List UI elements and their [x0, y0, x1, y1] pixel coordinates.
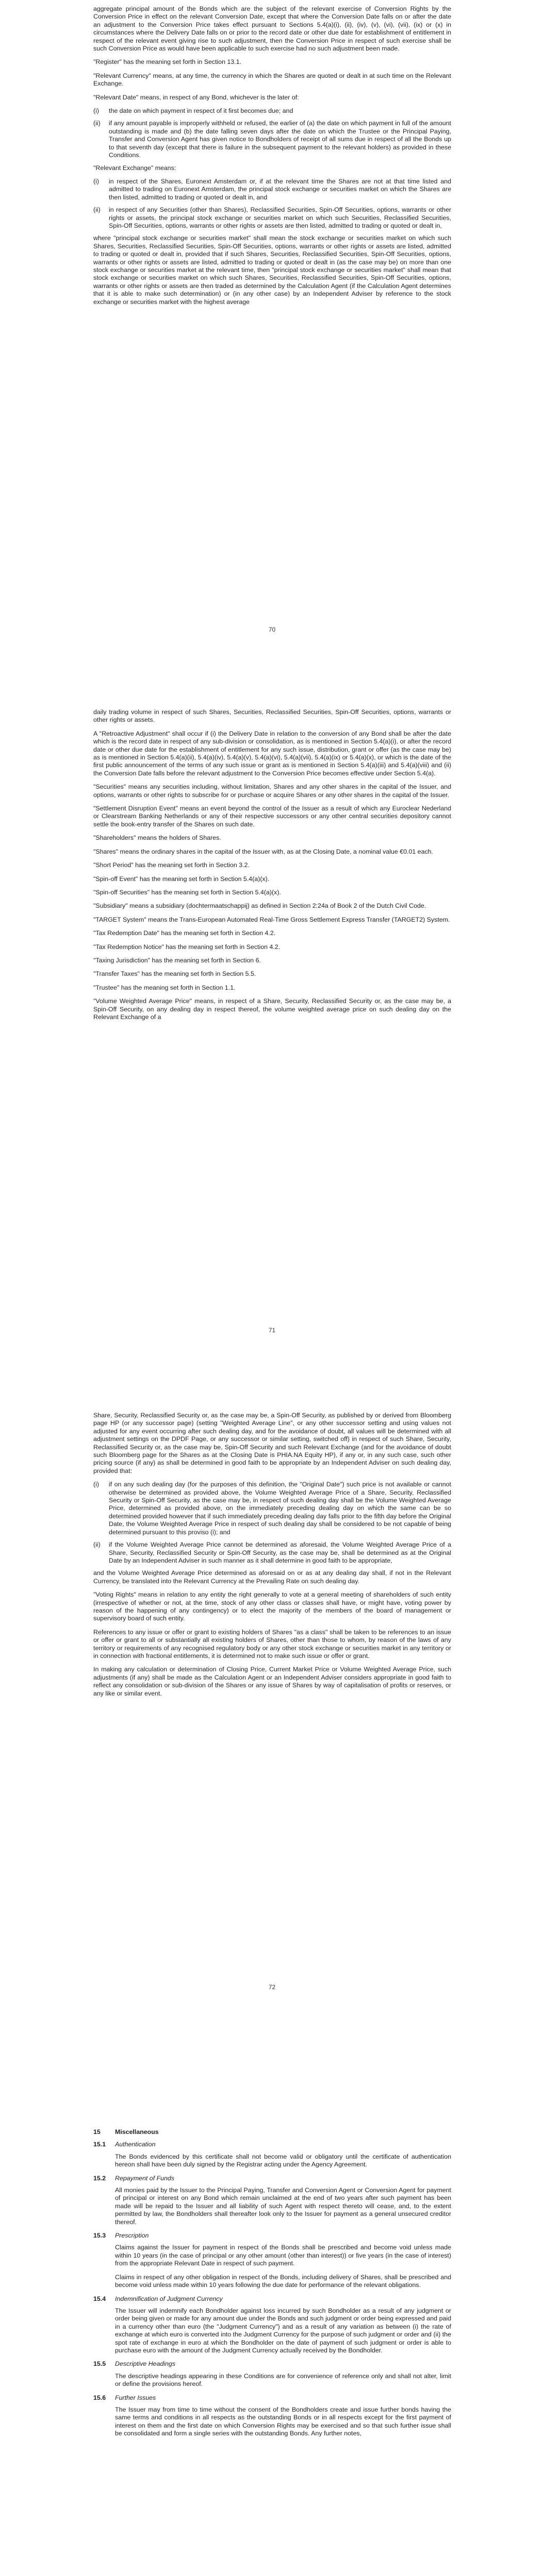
- definition-voting-rights: "Voting Rights" means in relation to any entity the right generally to vote at a general meeting of shareholders of such entity (irrespective of whether or not, at the time, stock of any other class or classes shall have, or might have, voting power by reason of the happening of any contingency) or to elect the majority of the members of the board of management or supervisory board of such entity.: [93, 1591, 451, 1622]
- subsection-title: Further Issues: [115, 2394, 156, 2401]
- list-text: if on any such dealing day (for the purposes of this definition, the "Original Date") such price is not available or cannot otherwise be determined as provided above, the Volume Weighted Average Price of a Share, Security, Reclassified Security or Spin-Off Security, as the case may be, in respect of such dealing day shall be the Volume Weighted Average Price, determined as provided above, on the immediately preceding dealing day on which the same can be so determined provided however that if such immediately preceding dealing day falls prior to the fifth day before the Original Date, the Volume Weighted Average Price in respect of such dealing day shall be considered to be not capable of being determined pursuant to this proviso (i); and: [109, 1481, 451, 1536]
- list-item: [93, 107, 451, 115]
- list-item: [93, 178, 451, 201]
- list-text: in respect of the Shares, Euronext Amsterdam or, if at the relevant time the Shares are not at that time listed and admitted to trading on Euronext Amsterdam, the principal stock exchange or securities market on which the Shares are then listed, admitted to trading or quoted or dealt in, and: [109, 177, 451, 201]
- definition-spin-off-event: "Spin-off Event" has the meaning set forth in Section 5.4(a)(x).: [93, 875, 270, 883]
- paragraph: References to any issue or offer or grant to existing holders of Shares "as a class" shall be taken to be references to an issue or offer or grant to all or substantially all existing holders of Shares, other than those to whom, by reason of the laws of any territory or requirements of any recognised regulatory body or any other stock exchange or securities market in any territory or in connection with fractional entitlements, it is determined not to make such issue or offer or grant.: [93, 1628, 451, 1659]
- definition-trustee: "Trustee" has the meaning set forth in Section 1.1.: [93, 984, 236, 991]
- subsection-heading: [93, 2360, 451, 2368]
- page-number: 70: [268, 626, 276, 633]
- definition-tax-redemption-notice: "Tax Redemption Notice" has the meaning set forth in Section 4.2.: [93, 943, 281, 951]
- definition-relevant-currency: "Relevant Currency" means, at any time, the currency in which the Shares are quoted or dealt in at such time on the Relevant Exchange.: [93, 72, 451, 88]
- definition-taxing-jurisdiction: "Taxing Jurisdiction" has the meaning set forth in Section 6.: [93, 956, 261, 964]
- definition-relevant-exchange: "Relevant Exchange" means:: [93, 164, 176, 172]
- paragraph: Claims against the Issuer for payment in respect of the Bonds shall be prescribed and become void unless made within 10 years (in the case of principal or any other amount (other than interest)) or five years (in the case of interest) from the appropriate Relevant Date in respect of such payment.: [115, 2244, 451, 2267]
- paragraph: The descriptive headings appearing in these Conditions are for convenience of reference only and shall not alter, limit or define the provisions hereof.: [115, 2372, 451, 2388]
- definition-subsidiary: "Subsidiary" means a subsidiary (dochtermaatschappij) as defined in Section 2:24a of Book 2 of the Dutch Civil Code.: [93, 902, 426, 910]
- paragraph: aggregate principal amount of the Bonds which are the subject of the relevant exercise of Conversion Rights by the Conversion Price in effect on the relevant Conversion Date, except that where the Conversion Date falls on or after the date an adjustment to the Conversion Price takes effect pursuant to Sections 5.4(a)(i), (ii), (iv), (v), (vi), (vii), (ix) or (x) in circumstances where the Delivery Date falls on or prior to the record date or other due date for establishment of entitlement in respect of the relevant event giving rise to such adjustment, then the Conversion Price in respect of such exercise shall be such Conversion Price as would have been applicable to such exercise had no such adjustment been made.: [93, 5, 451, 53]
- definition-settlement-disruption-event: "Settlement Disruption Event" means an event beyond the control of the Issuer as a result of which any Euroclear Nederland or Clearstream Banking Netherlands or any of their respective successors or any other central securities depository cannot settle the book-entry transfer of the Shares on such date.: [93, 805, 451, 828]
- list-text: in respect of any Securities (other than Shares), Reclassified Securities, Spin-Off Securities, options, warrants or other rights or assets, the principal stock exchange or securities market on which such Securities, Reclassified Securities, Spin-Off Securities, options, warrants or other rights or assets are then listed, admitted to trading or quoted or dealt in,: [109, 206, 451, 229]
- subsection-number: 15.4: [93, 2295, 106, 2302]
- page-70-body: [93, 5, 451, 312]
- definition-spin-off-securities: "Spin-off Securities" has the meaning set forth in Section 5.4(a)(x).: [93, 888, 281, 896]
- list-text: if the Volume Weighted Average Price cannot be determined as aforesaid, the Volume Weighted Average Price of a Share, Security, Reclassified Security or Spin-Off Security, as the case may be, shall be determined as at the Original Date by an Independent Adviser in such manner as it shall determine in good faith to be appropriate,: [109, 1541, 451, 1564]
- definition-retroactive-adjustment: A "Retroactive Adjustment" shall occur if (i) the Delivery Date in relation to the conversion of any Bond shall be after the date which is the record date in respect of any sub-division or consolidation, as is mentioned in Section 5.4(a)(i), or after the record date or other due date for the establishment of entitlement for any such issue, distribution, grant or offer (as the case may be) as is mentioned in Section 5.4(a)(ii), 5.4(a)(iv), 5.4(a)(v), 5.4(a)(vi), 5.4(a)(vii), 5.4(a)(ix) or 5.4(a)(x), or which is the date of the first public announcement of the terms of any such issue or grant as is mentioned in Section 5.4(a)(iii) and 5.4(a)(viii) and (ii) the Conversion Date falls before the relevant adjustment to the Conversion Price becomes effective under Section 5.4(a).: [93, 730, 451, 777]
- list-label: (i): [93, 177, 100, 185]
- subsection-number: 15.1: [93, 2141, 106, 2148]
- list-item: [93, 206, 451, 230]
- paragraph: and the Volume Weighted Average Price determined as aforesaid on or as at any dealing day shall, if not in the Relevant Currency, be translated into the Relevant Currency at the Prevailing Rate on such dealing day.: [93, 1569, 451, 1585]
- definition-shareholders: "Shareholders" means the holders of Shares.: [93, 834, 221, 842]
- list-label: (ii): [93, 1541, 101, 1549]
- list-label: (ii): [93, 206, 101, 214]
- subsection-title: Indemnification of Judgment Currency: [115, 2295, 223, 2302]
- definition-register: "Register" has the meaning set forth in Section 13.1.: [93, 58, 242, 66]
- section-heading: [93, 2128, 451, 2136]
- definition-securities: "Securities" means any securities including, without limitation, Shares and any other shares in the capital of the Issuer, and options, warrants or other rights to subscribe for or purchase or acquire Shares or any other shares in the capital of the Issuer.: [93, 783, 451, 799]
- page-72-body: [93, 1412, 451, 1703]
- definition-target-system: "TARGET System" means the Trans-European Automated Real-Time Gross Settlement Express Transfer (TARGET2) System.: [93, 916, 450, 923]
- list-text: the date on which payment in respect of it first becomes due; and: [109, 107, 293, 115]
- list-label: (ii): [93, 120, 101, 127]
- definition-shares: "Shares" means the ordinary shares in the capital of the Issuer with, as at the Closing Date, a nominal value €0.01 each.: [93, 848, 433, 855]
- subsection-heading: [93, 2141, 451, 2148]
- subsection-title: Descriptive Headings: [115, 2360, 176, 2368]
- list-label: (i): [93, 107, 100, 115]
- definition-transfer-taxes: "Transfer Taxes" has the meaning set forth in Section 5.5.: [93, 970, 256, 978]
- page-73-body: [93, 2128, 451, 2444]
- paragraph: The Bonds evidenced by this certificate shall not become valid or obligatory until the certificate of authentication hereon shall have been duly signed by the Registrar acting under the Agency Agreement.: [115, 2153, 451, 2168]
- paragraph: All monies paid by the Issuer to the Principal Paying, Transfer and Conversion Agent or Conversion Agent for payment of principal or interest on any Bond which remain unclaimed at the end of two years after such payment has been made will be repaid to the Issuer and all liability of such Agent with respect thereto will cease, and, to the extent permitted by law, the Bondholders shall thereafter look only to the Issuer for payment as a general unsecured creditor thereof.: [115, 2187, 451, 2226]
- subsection-number: 15.2: [93, 2174, 106, 2182]
- page-number: 72: [268, 1984, 276, 1991]
- subsection-heading: [93, 2295, 451, 2303]
- subsection-number: 15.3: [93, 2232, 106, 2240]
- section-number: 15: [93, 2128, 101, 2136]
- page-70: [0, 0, 544, 703]
- page-71: [0, 703, 544, 1406]
- paragraph: Claims in respect of any other obligation in respect of the Bonds, including delivery of Shares, shall be prescribed and become void unless made within 10 years following the due date for performance of the relevant obligations.: [115, 2273, 451, 2289]
- subsection-heading: [93, 2394, 451, 2402]
- definition-vwap: "Volume Weighted Average Price" means, in respect of a Share, Security, Reclassified Security or, as the case may be, a Spin-Off Security, on any dealing day in respect thereof, the volume weighted average price on such dealing day on the Relevant Exchange of a: [93, 997, 451, 1021]
- paragraph: daily trading volume in respect of such Shares, Securities, Reclassified Securities, Spin-Off Securities, options, warrants or other rights or assets.: [93, 708, 451, 724]
- subsection-heading: [93, 2232, 451, 2240]
- page-72: [0, 1406, 544, 2110]
- page-71-body: [93, 708, 451, 1027]
- subsection-title: Prescription: [115, 2232, 149, 2240]
- subsection-title: Repayment of Funds: [115, 2174, 175, 2182]
- list-item: [93, 120, 451, 159]
- subsection-title: Authentication: [115, 2141, 156, 2148]
- paragraph: where "principal stock exchange or securities market" shall mean the stock exchange or securities market on which such Shares, Securities, Reclassified Securities, Spin-Off Securities, options, warrants or other rights or assets are listed, admitted to trading or quoted or dealt in, provided that if such Shares, Securities, Reclassified Securities, Spin-Off Securities, options, warrants or other rights or assets are listed, admitted to trading or quoted or dealt in (as the case may be) on more than one stock exchange or securities market at the relevant time, then "principal stock exchange or securities market" shall mean that stock exchange or securities market on which such Shares, Securities, Reclassified Securities, Spin-Off Securities, options, warrants or other rights or assets are then traded as determined by the Calculation Agent (if the Calculation Agent determines that it is able to make such determination) or (in any other case) by an Independent Adviser by reference to the stock exchange or securities market with the highest average: [93, 234, 451, 306]
- list-text: if any amount payable is improperly withheld or refused, the earlier of (a) the date on which payment in full of the amount outstanding is made and (b) the date falling seven days after the date on which the Trustee or the Principal Paying, Transfer and Conversion Agent has given notice to Bondholders of receipt of all sums due in respect of all the Bonds up to that seventh day (except that there is failure in the subsequent payment to the relevant holders) as provided in these Conditions.: [109, 120, 451, 159]
- subsection-number: 15.5: [93, 2360, 106, 2368]
- definition-tax-redemption-date: "Tax Redemption Date" has the meaning set forth in Section 4.2.: [93, 929, 276, 937]
- paragraph: The Issuer will indemnify each Bondholder against loss incurred by such Bondholder as a result of any judgment or order being given or made for any amount due under the Bonds and such judgment or order being expressed and paid in a currency other than euro (the "Judgment Currency") and as a result of any variation as between (i) the rate of exchange at which euro is converted into the Judgment Currency for the purpose of such judgment or order and (ii) the spot rate of exchange in euro at which the Bondholder on the date of payment of such judgment or order is able to purchase euro with the amount of the Judgment Currency actually received by the Bondholder.: [115, 2307, 451, 2354]
- list-item: [93, 1541, 451, 1565]
- paragraph: Share, Security, Reclassified Security or, as the case may be, a Spin-Off Security, as published by or derived from Bloomberg page HP (or any successor page) (setting "Weighted Average Line", or any other successor setting and using values not adjusted for any event occurring after such dealing day, and for the avoidance of doubt, all values will be determined with all adjustment settings on the DPDF Page, or any successor or similar setting, switched off) in respect of such Share, Security, Reclassified Security or, as the case may be, Spin-Off Security and such Relevant Exchange (and for the avoidance of doubt such Bloomberg page for the Shares as at the Closing Date is PHIA.NA Equity HP), if any or, in any such case, such other pricing source (if any) as shall be determined in good faith to be appropriate by an Independent Adviser on such dealing day, provided that:: [93, 1412, 451, 1475]
- definition-relevant-date: "Relevant Date" means, in respect of any Bond, whichever is the later of:: [93, 93, 299, 101]
- page-number: 71: [268, 1327, 276, 1334]
- paragraph: The Issuer may from time to time without the consent of the Bondholders create and issue further bonds having the same terms and conditions in all respects as the outstanding Bonds or in all respects except for the first payment of interest on them and the first date on which Conversion Rights may be exercised and so that such further issue shall be consolidated and form a single series with the outstanding Bonds. Any further notes,: [115, 2405, 451, 2437]
- section-title: Miscellaneous: [115, 2128, 159, 2136]
- list-label: (i): [93, 1481, 100, 1488]
- definition-short-period: "Short Period" has the meaning set forth in Section 3.2.: [93, 861, 250, 869]
- page-73: [0, 2110, 544, 2576]
- paragraph: In making any calculation or determination of Closing Price, Current Market Price or Volume Weighted Average Price, such adjustments (if any) shall be made as the Calculation Agent or an Independent Adviser considers appropriate in good faith to reflect any consolidation or sub-division of the Shares or any issue of Shares by way of capitalisation of profits or reserves, or any like or similar event.: [93, 1666, 451, 1697]
- subsection-number: 15.6: [93, 2394, 106, 2401]
- subsection-heading: [93, 2175, 451, 2182]
- list-item: [93, 1481, 451, 1536]
